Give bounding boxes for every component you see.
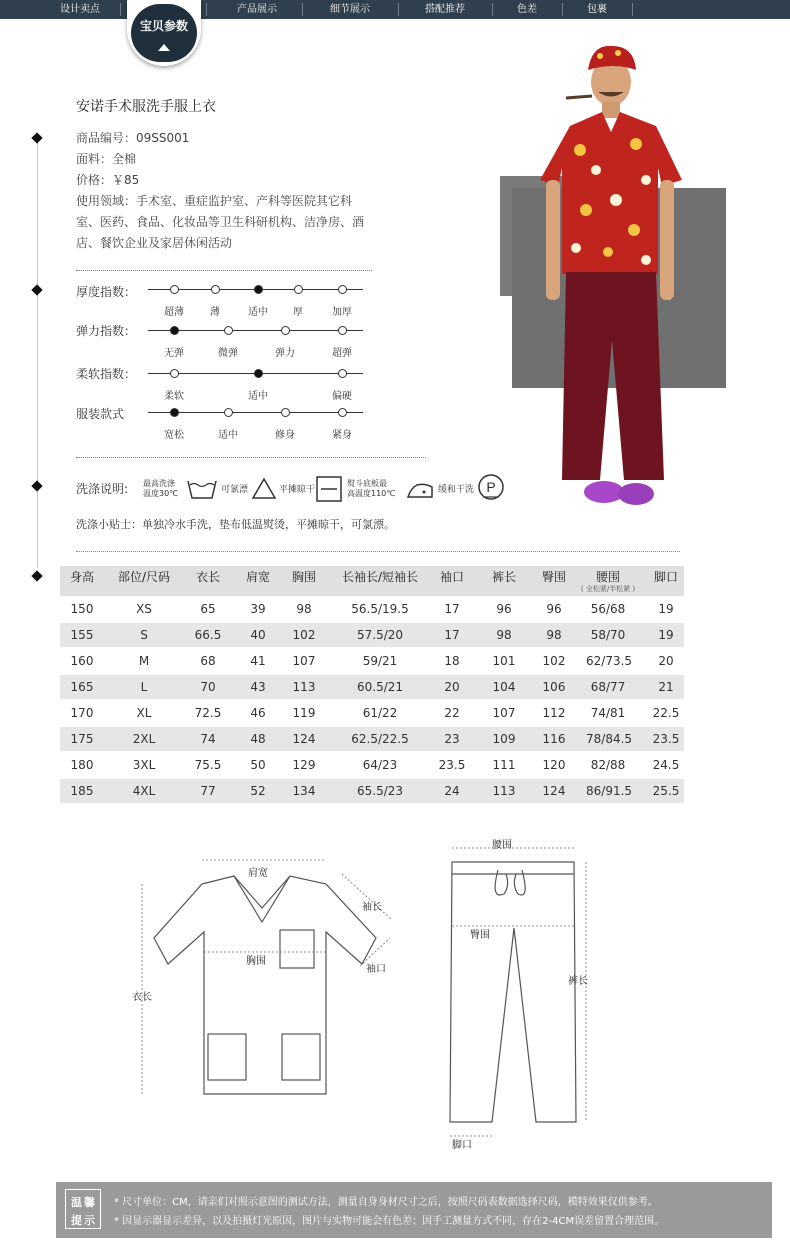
dry-clean-text: 缓和干洗 [438, 485, 475, 495]
thickness-option-selected[interactable] [254, 285, 263, 294]
product-info [76, 128, 376, 254]
table-cell: 150 [70, 602, 94, 616]
option-label: 宽松 [164, 430, 184, 441]
product-price: 价格：￥85 [76, 173, 140, 187]
option-label: 弹力 [275, 348, 295, 359]
table-cell: 18 [444, 654, 460, 668]
table-cell: 50 [250, 758, 266, 772]
svg-text:P: P [486, 479, 496, 495]
header-chest: 胸围 [291, 570, 316, 584]
table-cell: 56/68 [590, 602, 626, 616]
dry-flat-text: 平摊晾干 [279, 485, 316, 495]
bullet-diamond [31, 132, 42, 143]
table-row [60, 727, 684, 751]
table-cell: 77 [200, 784, 216, 798]
table-cell: 68 [200, 654, 216, 668]
bullet-diamond [31, 284, 42, 295]
table-cell: 134 [292, 784, 316, 798]
wash-tip: 洗涤小贴士：单独冷水手洗，垫布低温熨烫，平摊晾干，可氯漂。 [76, 518, 395, 531]
waist-note: ( 全松紧/半松紧 ) [580, 585, 636, 593]
nav-separator [120, 3, 121, 16]
table-cell: 3XL [132, 758, 156, 772]
up-arrow-icon [158, 44, 170, 51]
table-cell: 185 [70, 784, 94, 798]
table-cell: 107 [292, 654, 316, 668]
thickness-option[interactable] [294, 285, 303, 294]
table-cell: 155 [70, 628, 94, 642]
table-cell: 48 [250, 732, 266, 746]
nav-item-color[interactable]: 色差 [517, 4, 537, 15]
label-sleeve: 袖长 [362, 902, 382, 913]
label-pant-length: 裤长 [568, 976, 588, 987]
header-shoulder: 肩宽 [245, 570, 270, 584]
table-row [60, 597, 684, 621]
label-shoulder: 肩宽 [248, 868, 268, 879]
thickness-option[interactable] [338, 285, 347, 294]
table-cell: 56.5/19.5 [351, 602, 409, 616]
table-cell: 17 [444, 628, 460, 642]
softness-option[interactable] [170, 369, 179, 378]
table-cell: 98 [296, 602, 312, 616]
nav-separator [206, 3, 207, 16]
header-size: 部位/尺码 [117, 570, 171, 584]
table-cell: 101 [492, 654, 516, 668]
table-cell: 98 [546, 628, 562, 642]
table-cell: 75.5 [194, 758, 222, 772]
table-cell: 102 [292, 628, 316, 642]
fit-option[interactable] [281, 408, 290, 417]
fit-option[interactable] [224, 408, 233, 417]
header-waist: 腰围 [595, 570, 620, 584]
table-cell: 109 [492, 732, 516, 746]
option-label: 微弹 [218, 348, 238, 359]
table-cell: 124 [542, 784, 566, 798]
product-usage: 使用领域：手术室、重症监护室、产科等医院其它科室、医药、食品、化妆品等卫生科研机构、洁净房、酒店、餐饮企业及家居休闲活动 [76, 194, 365, 250]
header-height: 身高 [69, 570, 94, 584]
fit-option-selected[interactable] [170, 408, 179, 417]
table-cell: 74/81 [590, 706, 626, 720]
table-cell: 96 [546, 602, 562, 616]
label-hip: 臀围 [470, 930, 490, 941]
elasticity-option[interactable] [281, 326, 290, 335]
wash-label: 洗涤说明: [76, 482, 129, 496]
label-chest: 胸围 [246, 956, 266, 967]
bullet-diamond [31, 480, 42, 491]
table-cell: 104 [492, 680, 516, 694]
table-cell: 20 [658, 654, 674, 668]
table-cell: XS [136, 602, 152, 616]
table-cell: 120 [542, 758, 566, 772]
table-cell: L [140, 680, 148, 694]
table-cell: 66.5 [194, 628, 222, 642]
table-cell: 170 [70, 706, 94, 720]
notice-box [56, 1182, 772, 1238]
table-cell: 112 [542, 706, 566, 720]
header-cuff: 袖口 [439, 570, 464, 584]
softness-label: 柔软指数： [76, 367, 137, 381]
option-label: 偏硬 [332, 391, 352, 402]
option-label: 修身 [275, 430, 295, 441]
table-cell: 61/22 [362, 706, 398, 720]
notice-line-1: * 尺寸单位：CM，请亲们对照示意图的测试方法，测量自身身材尺寸之后，按照尺码表数据选择尺码，模特效果仅供参考。 [114, 1197, 658, 1208]
option-label: 薄 [210, 307, 220, 318]
table-row [60, 623, 684, 647]
table-cell: 116 [542, 732, 566, 746]
table-cell: 58/70 [590, 628, 626, 642]
label-length: 衣长 [132, 992, 152, 1003]
notice-line-2: * 因显示器显示差异，以及拍摄灯光原因，图片与实物可能会有色差；因手工测量方式不同，存在2-4CM误差留置合理范围。 [114, 1216, 665, 1227]
table-cell: 65.5/23 [356, 784, 404, 798]
table-cell: 129 [292, 758, 316, 772]
table-cell: 68/77 [590, 680, 626, 694]
table-cell: S [140, 628, 148, 642]
elasticity-option-selected[interactable] [170, 326, 179, 335]
header-pant-length: 裤长 [491, 570, 516, 584]
table-cell: 41 [250, 654, 266, 668]
nav-separator [632, 3, 633, 16]
softness-option[interactable] [338, 369, 347, 378]
table-cell: 24.5 [652, 758, 680, 772]
iron-icon [405, 480, 435, 500]
bleach-triangle-icon [251, 477, 277, 501]
fit-option[interactable] [338, 408, 347, 417]
table-cell: 19 [658, 602, 674, 616]
wash-tub-icon [186, 477, 218, 501]
table-cell: 22.5 [652, 706, 680, 720]
table-cell: 175 [70, 732, 94, 746]
table-cell: 17 [444, 602, 460, 616]
table-cell: 2XL [132, 732, 156, 746]
divider [76, 551, 680, 552]
table-cell: 74 [200, 732, 216, 746]
table-cell: 102 [542, 654, 566, 668]
table-cell: 52 [250, 784, 266, 798]
option-label: 柔软 [164, 391, 184, 402]
table-cell: 21 [658, 680, 674, 694]
table-cell: 180 [70, 758, 94, 772]
thickness-option[interactable] [170, 285, 179, 294]
active-tab-badge[interactable] [127, 0, 201, 66]
table-cell: 64/23 [362, 758, 398, 772]
table-cell: 107 [492, 706, 516, 720]
divider [76, 270, 372, 271]
table-cell: 39 [250, 602, 266, 616]
table-row [60, 701, 684, 725]
header-hem: 脚口 [653, 570, 678, 584]
table-cell: 59/21 [362, 654, 398, 668]
option-label: 适中 [248, 307, 268, 318]
table-cell: 20 [444, 680, 460, 694]
table-row [60, 753, 684, 777]
option-label: 适中 [248, 391, 268, 402]
table-cell: M [138, 654, 150, 668]
nav-item-design[interactable]: 设计卖点 [60, 4, 100, 15]
timeline-line [37, 138, 38, 568]
table-cell: 78/84.5 [586, 732, 633, 746]
table-cell: 62.5/22.5 [351, 732, 409, 746]
table-cell: 72.5 [194, 706, 222, 720]
elasticity-option[interactable] [224, 326, 233, 335]
table-cell: 23.5 [438, 758, 466, 772]
product-title: 安诺手术服洗手服上衣 [76, 99, 216, 115]
product-material: 面料：全棉 [76, 152, 137, 166]
table-cell: 113 [292, 680, 316, 694]
table-cell: 57.5/20 [356, 628, 404, 642]
table-cell: 43 [250, 680, 266, 694]
thickness-option[interactable] [211, 285, 220, 294]
bleach-text: 可氯漂 [221, 485, 249, 495]
label-cuff: 袖口 [366, 964, 386, 975]
table-cell: 111 [492, 758, 516, 772]
table-cell: 165 [70, 680, 94, 694]
table-cell: 24 [444, 784, 460, 798]
table-cell: 46 [250, 706, 266, 720]
thickness-label: 厚度指数： [76, 285, 137, 299]
table-cell: 124 [292, 732, 316, 746]
table-cell: 70 [200, 680, 216, 694]
table-cell: 23 [444, 732, 460, 746]
divider [76, 457, 426, 458]
option-label: 超弹 [332, 348, 352, 359]
product-code: 商品编号：09SS001 [76, 131, 190, 145]
option-label: 加厚 [332, 307, 352, 318]
table-cell: 40 [250, 628, 266, 642]
nav-item-details[interactable]: 细节展示 [330, 4, 370, 15]
header-length: 衣长 [195, 570, 220, 584]
table-row [60, 649, 684, 673]
table-row [60, 779, 684, 803]
option-label: 无弹 [164, 348, 184, 359]
table-cell: 25.5 [652, 784, 680, 798]
label-hem: 脚口 [452, 1140, 472, 1151]
fit-label: 服装款式 [76, 407, 125, 421]
table-cell: 119 [292, 706, 316, 720]
wash-temp-text: 最高洗涤 温度30℃ [143, 479, 179, 498]
top-nav [0, 0, 790, 19]
table-cell: 86/91.5 [586, 784, 633, 798]
table-cell: 82/88 [590, 758, 626, 772]
elasticity-option[interactable] [338, 326, 347, 335]
option-label: 适中 [218, 430, 238, 441]
label-waist: 腰围 [492, 840, 512, 851]
option-label: 厚 [293, 307, 303, 318]
iron-temp-text: 熨斗底板最 高温度110℃ [347, 479, 396, 498]
table-cell: 19 [658, 628, 674, 642]
table-cell: 113 [492, 784, 516, 798]
measurement-diagram [130, 830, 750, 1150]
bullet-diamond [31, 570, 42, 581]
table-row [60, 675, 684, 699]
elasticity-label: 弹力指数： [76, 324, 137, 338]
softness-option-selected[interactable] [254, 369, 263, 378]
header-hip: 臀围 [541, 570, 566, 584]
option-label: 紧身 [332, 430, 352, 441]
table-cell: 96 [496, 602, 512, 616]
nav-item-products[interactable]: 产品展示 [237, 4, 277, 15]
nav-item-package[interactable]: 包裹 [587, 4, 607, 15]
table-cell: 23.5 [652, 732, 680, 746]
table-cell: 98 [496, 628, 512, 642]
notice-badge: 温馨 提示 [65, 1189, 101, 1229]
dry-flat-icon [316, 476, 342, 502]
table-cell: 106 [542, 680, 566, 694]
header-sleeve: 长袖长/短袖长 [341, 570, 419, 584]
table-cell: 22 [444, 706, 460, 720]
model-photo [496, 40, 732, 518]
active-tab-label: 宝贝参数 [139, 19, 188, 33]
table-cell: 65 [200, 602, 216, 616]
table-cell: 4XL [132, 784, 156, 798]
nav-item-matching[interactable]: 搭配推荐 [425, 4, 465, 15]
table-cell: 160 [70, 654, 94, 668]
table-cell: XL [136, 706, 152, 720]
option-label: 超薄 [164, 307, 184, 318]
table-cell: 62/73.5 [586, 654, 633, 668]
table-cell: 60.5/21 [356, 680, 404, 694]
